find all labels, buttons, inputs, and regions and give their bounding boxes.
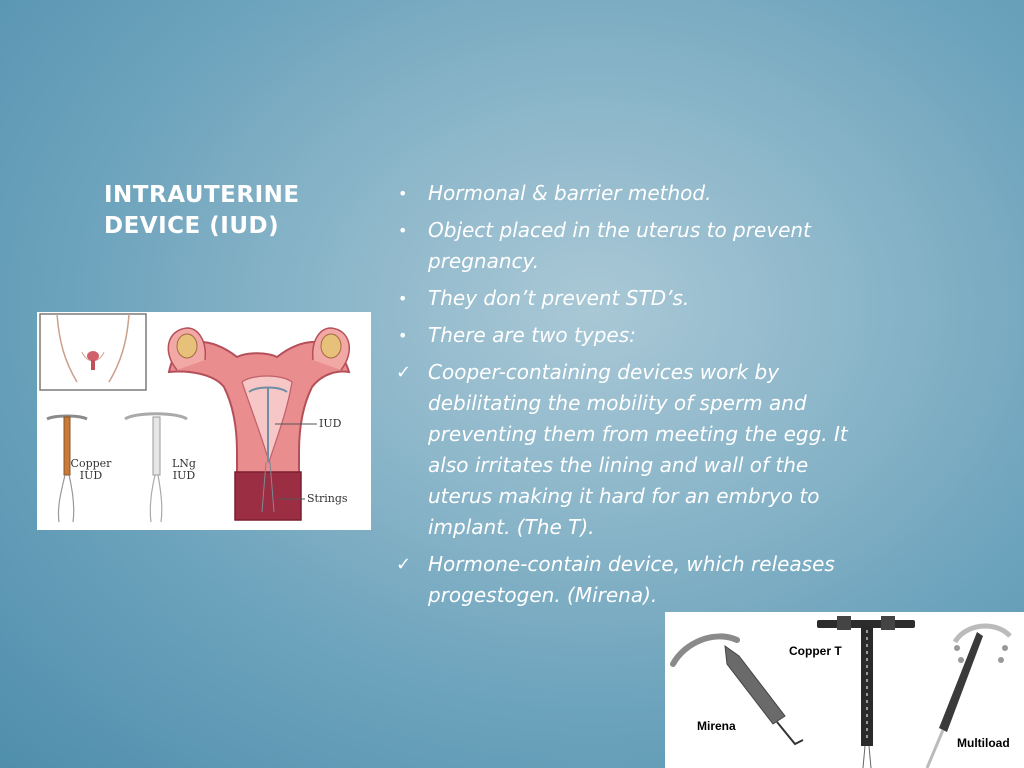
- iud-label: IUD: [319, 417, 342, 430]
- check-icon: ✓: [396, 554, 412, 575]
- bullet-text: They don’t prevent STD’s.: [428, 286, 690, 310]
- bullet-list: [396, 178, 866, 617]
- bullet-item: [396, 178, 866, 209]
- bullet-text: Object placed in the uterus to prevent pregnancy.: [428, 218, 811, 273]
- bullet-text: Cooper-containing devices work by debilitating the mobility of sperm and preventing them from meeting the egg. It also irritates the lining and wall of the uterus making it hard for an embryo to implant. (The T).: [428, 360, 848, 539]
- mirena-label: Mirena: [697, 719, 736, 733]
- bullet-marker: •: [398, 326, 408, 345]
- bullet-text: Hormonal & barrier method.: [428, 181, 712, 205]
- multiload-label: Multiload: [957, 736, 1010, 750]
- bullet-item: [396, 215, 866, 277]
- bullet-marker: •: [398, 221, 408, 240]
- bullet-marker: •: [398, 184, 408, 203]
- bullet-marker: •: [398, 289, 408, 308]
- strings-label: Strings: [307, 492, 348, 505]
- bullet-item: [396, 283, 866, 314]
- check-icon: ✓: [396, 362, 412, 383]
- bullet-item: [396, 549, 866, 611]
- bullet-item: [396, 357, 866, 543]
- copper-iud-label: Copper IUD: [70, 457, 112, 482]
- copper-t-label: Copper T: [789, 644, 842, 658]
- iud-diagram-image: [37, 312, 371, 530]
- iud-devices-photo: [665, 612, 1024, 768]
- bullet-item: [396, 320, 866, 351]
- bullet-text: There are two types:: [428, 323, 636, 347]
- lng-iud-label: LNg IUD: [172, 457, 196, 482]
- slide-title: INTRAUTERINE DEVICE (IUD): [104, 182, 300, 239]
- bullet-text: Hormone-contain device, which releases progestogen. (Mirena).: [428, 552, 835, 607]
